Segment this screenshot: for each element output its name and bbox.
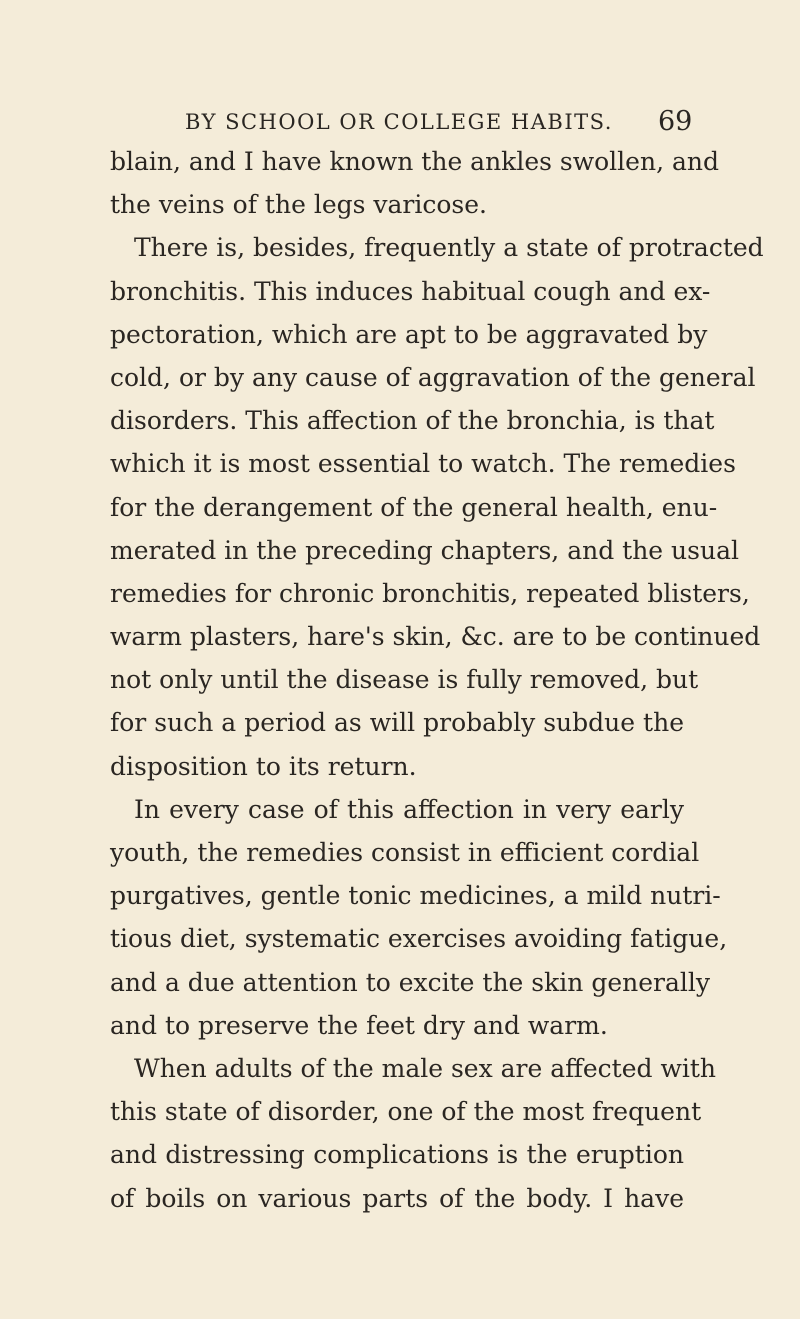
text-line: pectoration, which are apt to be aggravated by xyxy=(110,319,708,349)
page-header xyxy=(0,106,800,142)
text-line: of boils on various parts of the body. I have xyxy=(110,1183,684,1213)
text-line: which it is most essential to watch. The remedies xyxy=(110,449,736,479)
text-line: warm plasters, hare's skin, &c. are to be continued xyxy=(110,622,761,652)
text-line: not only until the disease is fully removed, but xyxy=(110,665,699,695)
text-line: for such a period as will probably subdue the xyxy=(110,708,684,738)
page-number: 69 xyxy=(658,106,693,137)
text-line: and a due attention to excite the skin generally xyxy=(110,967,710,997)
text-line: purgatives, gentle tonic medicines, a mild nutri- xyxy=(110,881,721,911)
text-line: cold, or by any cause of aggravation of the general xyxy=(110,362,756,392)
body-text xyxy=(110,140,764,1220)
text-line: and to preserve the feet dry and warm. xyxy=(110,1010,608,1040)
text-line: and distressing complications is the eruption xyxy=(110,1140,684,1170)
text-line: disposition to its return. xyxy=(110,751,417,781)
text-line: When adults of the male sex are affected with xyxy=(134,1053,717,1083)
text-line: remedies for chronic bronchitis, repeated blisters, xyxy=(110,578,750,608)
text-line: In every case of this affection in very early xyxy=(134,794,684,824)
text-line: the veins of the legs varicose. xyxy=(110,190,487,220)
text-line: for the derangement of the general health, enu- xyxy=(110,492,718,522)
text-line: disorders. This affection of the bronchia, is that xyxy=(110,406,715,436)
text-line: There is, besides, frequently a state of protracted xyxy=(134,233,764,263)
text-line: youth, the remedies consist in efficient cordial xyxy=(110,838,700,867)
text-line: blain, and I have known the ankles swollen, and xyxy=(110,147,719,176)
text-line: bronchitis. This induces habitual cough and ex- xyxy=(110,276,711,306)
running-head: BY SCHOOL OR COLLEGE HABITS. xyxy=(185,110,613,134)
text-line: merated in the preceding chapters, and the usual xyxy=(110,535,739,565)
text-line: this state of disorder, one of the most frequent xyxy=(110,1097,702,1127)
text-line: tious diet, systematic exercises avoiding fatigue, xyxy=(110,924,728,954)
